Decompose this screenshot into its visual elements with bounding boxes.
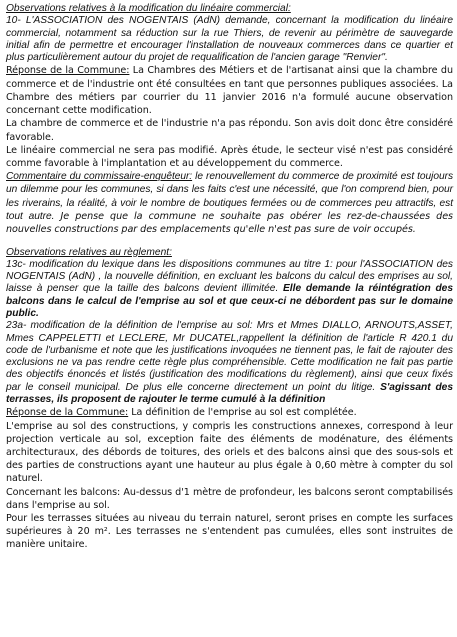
reponse-commune-reglement: Réponse de la Commune: La définition de l'emprise au sol est complétée. — [6, 407, 357, 419]
observation-10: 10- L'ASSOCIATION des NOGENTAIS (AdN) demande, concernant la modification du linéaire commercial, notamment sa réduction sur la rue Thiers, de revenir au périmètre de sauvegarde initial afin de permettre et encourager l'installation de nouveaux commerces dans ce quartier et plus particulièrement autour du projet de requalification de l'ancien garage "Renvier". — [6, 15, 453, 64]
reglement-p2: L'emprise au sol des constructions, y compris les constructions annexes, correspond à leur projection verticale au sol, exception faite des éléments de modénature, des éléments architecturaux, des débords de toitures, des oriels et des balcons ainsi que des sous-sols et des parties de constructions ayant une hauteur au plus égale à 0,60 mètre à compter du sol naturel. — [6, 420, 453, 485]
reponse-label-2: Réponse de la Commune: — [6, 407, 129, 419]
reglement-p3: Concernant les balcons: Au-dessus d'1 mètre de profondeur, les balcons seront comptabilisés dans l'emprise au sol. — [6, 486, 453, 511]
reponse-commune-2: La chambre de commerce et de l'industrie n'a pas répondu. Son avis doit donc être considéré favorable. — [6, 118, 453, 143]
reponse-commune-3: Le linéaire commercial ne sera pas modifié. Après étude, le secteur visé n'est pas considéré comme favorable à l'implantation et au développement du commerce. — [6, 144, 453, 169]
commentaire-label: Commentaire du commissaire-enquêteur: — [6, 171, 193, 183]
section-heading-reglement: Observations relatives au règlement: — [6, 246, 172, 258]
observation-23a: 23a- modification de la définition de l'emprise au sol: Mrs et Mmes DIALLO, ARNOUTS,ASSET, Mmes CAPPELETTI et LECLERE, Mr DUCATEL,rappellent la définition de l'article R 420.1 du code de l'urbanisme et note que les justifications invoquées ne tiennent pas, le fait de rajouter des exclusions ne va pas rendre cette règle plus compréhensible. Cette modification ne fait pas partie des objectifs énoncés et listés (justification des modifications du règlement), ainsi que ceux fixés par le conseil municipal. De plus elle concerne directement un point du litige. S'agissant des terrasses, ils proposent de rajouter le terme cumulé à la définition — [6, 320, 453, 406]
section-heading-commercial: Observations relatives à la modification du linéaire commercial: — [6, 3, 291, 14]
reponse-label: Réponse de la Commune: — [6, 65, 130, 77]
document-page — [6, 3, 453, 552]
commentaire-commissaire: Commentaire du commissaire-enquêteur: le renouvellement du commerce de proximité est toujours un dilemme pour les communes, si dans les faits c'est une nécessité, que l'on comprend bien, pour les riverains, la réalité, à voir le nombre de boutiques fermées ou de commerces peu attractifs, est tout autre. Je pense que la commune ne souhaite pas obérer les rez-de-chaussées des nouvelles constructions par des emplacements qu'elle n'est pas sure de voir occupés. — [6, 171, 454, 236]
observation-13c: 13c- modification du lexique dans les dispositions communes au titre 1: pour l'ASSOCIATION des NOGENTAIS (AdN) , la nouvelle définition, en excluant les balcons du calcul des emprises au sol, laisse à penser que la taille des balcons devient illimitée. Elle demande la réintégration des balcons dans le calcul de l'emprise au sol et que ceux-ci ne débordent pas sur le domaine public. — [6, 258, 454, 319]
reponse-commune-1: Réponse de la Commune: La Chambres des Métiers et de l'artisanat ainsi que la chambre du commerce et de l'industrie ont été consultées en tant que personnes publiques associées. La Chambre des métiers par courrier du 11 janvier 2016 n'a formulé aucune observation concernant cette modification. — [6, 65, 453, 117]
reglement-p4: Pour les terrasses situées au niveau du terrain naturel, seront prises en compte les surfaces supérieures à 20 m². Les terrasses ne s'entendent pas cumulées, elles sont instruites de manière unitaire. — [6, 512, 453, 551]
